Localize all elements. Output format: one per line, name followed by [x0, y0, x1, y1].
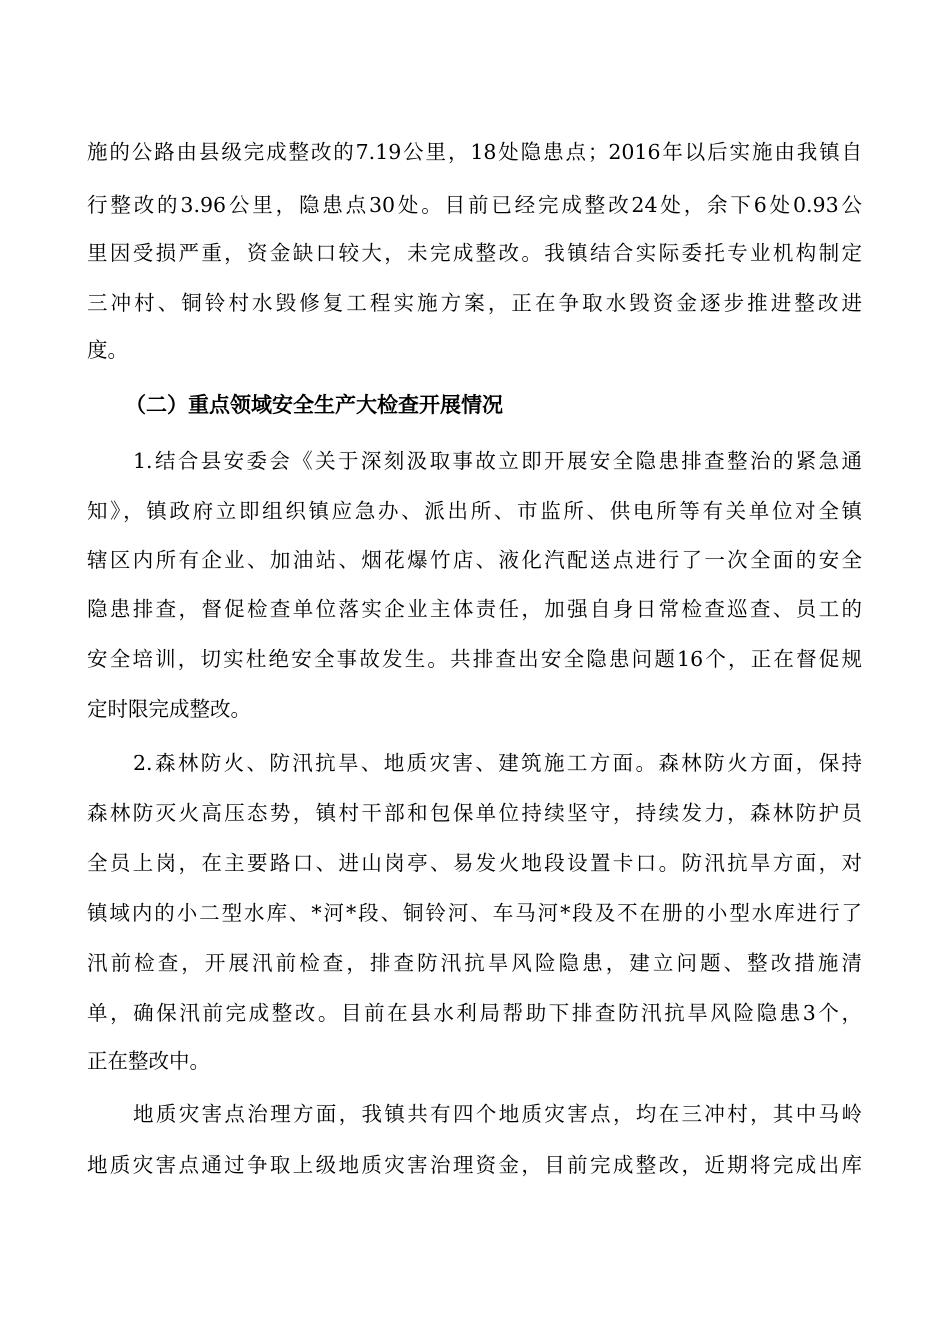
- text-line: 正在整改中。: [87, 1049, 210, 1073]
- text-line: 汛前检查，开展汛前检查，排查防汛抗旱风险隐患，建立问题、整改措施清: [87, 951, 862, 975]
- text-line: 安全培训，切实杜绝安全事故发生。共排查出安全隐患问题16个，正在督促规: [87, 647, 862, 671]
- text-line: 2.森林防火、防汛抗旱、地质灾害、建筑施工方面。森林防火方面，保持: [133, 751, 862, 775]
- text-line: 里因受损严重，资金缺口较大，未完成整改。我镇结合实际委托专业机构制定: [87, 241, 862, 265]
- text-line: 森林防灭火高压态势，镇村干部和包保单位持续坚守，持续发力，森林防护员: [87, 801, 862, 825]
- text-line: 全员上岗，在主要路口、进山岗亭、易发火地段设置卡口。防汛抗旱方面，对: [87, 851, 862, 875]
- section-heading: （二）重点领域安全生产大检查开展情况: [125, 393, 503, 417]
- text-line: 知》，镇政府立即组织镇应急办、派出所、市监所、供电所等有关单位对全镇: [87, 499, 862, 523]
- text-line: 镇域内的小二型水库、*河*段、铜铃河、车马河*段及不在册的小型水库进行了: [87, 901, 862, 925]
- text-line: 三冲村、铜铃村水毁修复工程实施方案，正在争取水毁资金逐步推进整改进: [87, 291, 862, 315]
- text-line: 辖区内所有企业、加油站、烟花爆竹店、液化汽配送点进行了一次全面的安全: [87, 548, 862, 572]
- text-line: 地质灾害点治理方面，我镇共有四个地质灾害点，均在三冲村，其中马岭: [133, 1102, 862, 1126]
- text-line: 地质灾害点通过争取上级地质灾害治理资金，目前完成整改，近期将完成出库: [87, 1153, 862, 1177]
- text-line: 行整改的3.96公里，隐患点30处。目前已经完成整改24处，余下6处0.93公: [87, 193, 862, 217]
- text-line: 定时限完成整改。: [87, 697, 251, 721]
- text-line: 单，确保汛前完成整改。目前在县水利局帮助下排查防汛抗旱风险隐患3个，: [87, 1001, 862, 1025]
- text-line: 度。: [87, 338, 128, 362]
- text-line: 施的公路由县级完成整改的7.19公里，18处隐患点；2016年以后实施由我镇自: [87, 140, 862, 164]
- text-line: 隐患排查，督促检查单位落实企业主体责任，加强自身日常检查巡查、员工的: [87, 597, 862, 621]
- text-line: 1.结合县安委会《关于深刻汲取事故立即开展安全隐患排查整治的紧急通: [133, 449, 862, 473]
